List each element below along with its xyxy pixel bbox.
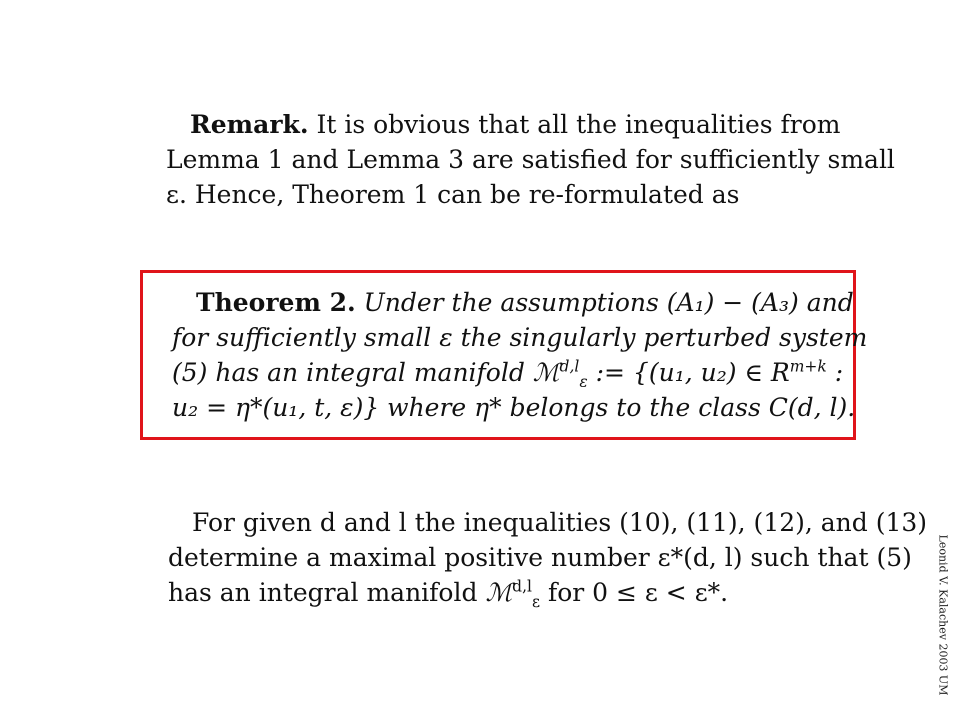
remark-line-2: Lemma 1 and Lemma 3 are satisfied for sufficiently small <box>166 145 895 174</box>
theorem-line-3-mid: := {(u₁, u₂) ∈ R <box>587 358 790 387</box>
author-credit-text: Leonid V. Kalachev 2003 UM <box>936 534 950 696</box>
conclusion-line-3-start: has an integral manifold <box>168 578 486 607</box>
remark-heading: Remark. <box>190 110 309 139</box>
theorem-heading: Theorem 2. <box>196 288 356 317</box>
manifold-symbol: ℳ <box>485 578 513 607</box>
conclusion-line-3-end: for 0 ≤ ε < ε*. <box>540 578 729 607</box>
space-dimension-superscript: m+k <box>789 357 827 376</box>
manifold-symbol: ℳ <box>532 358 560 387</box>
theorem-line-4: u₂ = η*(u₁, t, ε)} where η* belongs to the class C(d, l). <box>172 393 856 422</box>
theorem-paragraph <box>172 285 868 425</box>
manifold-superscript: d,l <box>559 357 580 376</box>
remark-line-1 <box>166 107 841 142</box>
theorem-line-3-end: : <box>826 358 844 387</box>
manifold-subscript: ε <box>579 373 588 391</box>
remark-line-3: ε. Hence, Theorem 1 can be re-formulated as <box>166 180 740 209</box>
theorem-line-3 <box>172 355 844 391</box>
conclusion-line-1: For given d and l the inequalities (10), (11), (12), and (13) <box>192 508 928 537</box>
theorem-line-2: for sufficiently small ε the singularly perturbed system <box>172 323 868 352</box>
theorem-line-1-text: Under the assumptions (A₁) − (A₃) and <box>363 288 854 317</box>
remark-line-1-text: It is obvious that all the inequalities from <box>316 110 841 139</box>
conclusion-line-3 <box>168 575 818 610</box>
conclusion-line-2: determine a maximal positive number ε*(d, l) such that (5) <box>168 543 912 572</box>
theorem-line-1 <box>172 285 854 320</box>
author-credit <box>937 530 949 700</box>
manifold-superscript: d,l <box>512 577 532 596</box>
remark-paragraph <box>166 107 895 212</box>
conclusion-paragraph <box>168 505 928 611</box>
manifold-subscript: ε <box>531 593 541 611</box>
theorem-line-3-start: (5) has an integral manifold <box>172 358 533 387</box>
